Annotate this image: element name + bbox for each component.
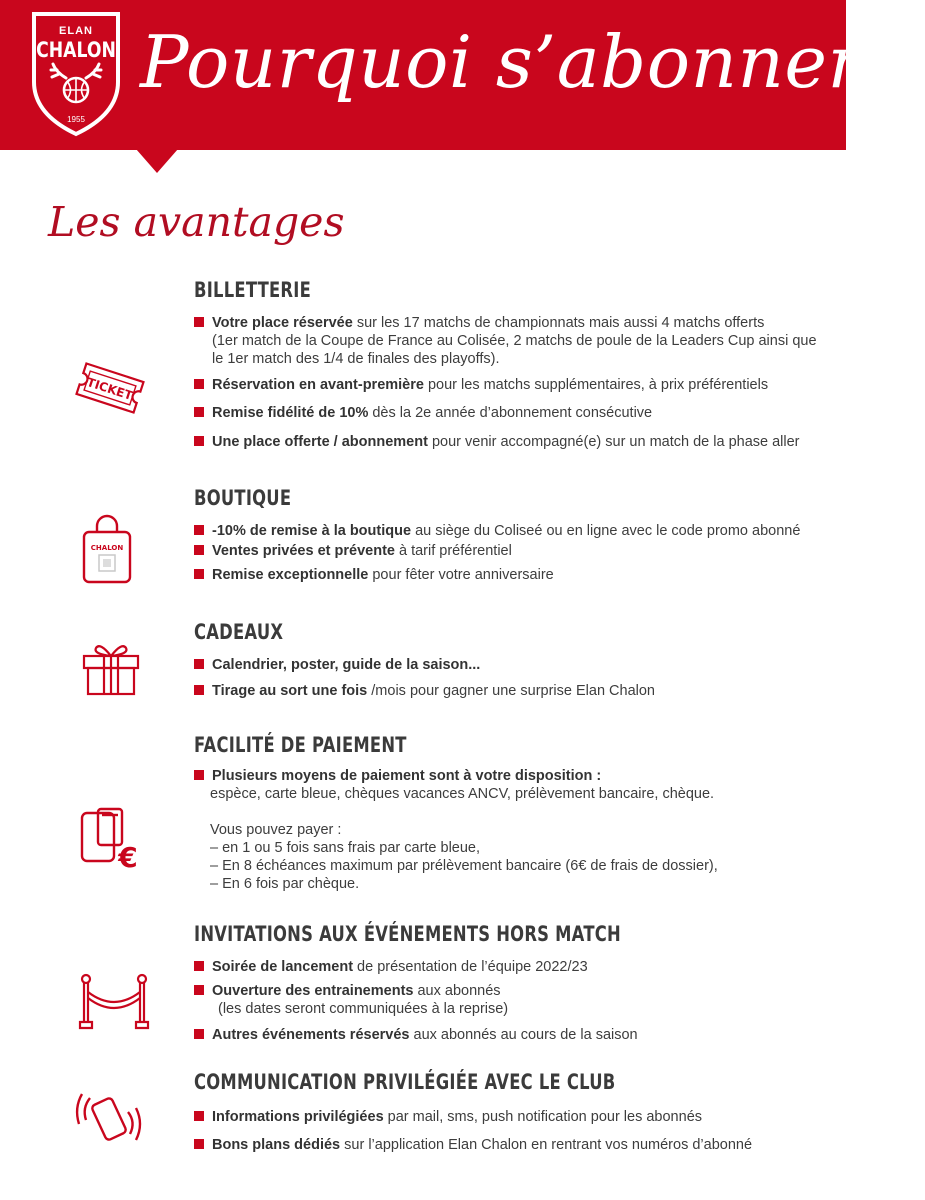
bullet-square	[194, 770, 204, 780]
svg-text:ELAN: ELAN	[59, 25, 93, 37]
section-subtitle: Les avantages	[48, 198, 345, 246]
paiement-line-1: espèce, carte bleue, chèques vacances ANCV, prélèvement bancaire, chèque.	[210, 786, 715, 802]
paiement-line-2: Vous pouvez payer :	[210, 822, 342, 838]
bullet-square	[194, 407, 204, 417]
shopping-bag-icon	[80, 514, 134, 584]
section-title-invitations: INVITATIONS AUX ÉVÉNEMENTS HORS MATCH	[194, 922, 621, 946]
elan-chalon-logo	[26, 10, 126, 138]
section-title-cadeaux: CADEAUX	[194, 620, 284, 644]
svg-text:TICKET: TICKET	[85, 375, 135, 403]
billetterie-item-2: Réservation en avant-première pour les matchs supplémentaires, à prix préférentiels	[194, 376, 768, 394]
paiement-line-5: – En 6 fois par chèque.	[210, 876, 360, 892]
rope-barrier-icon	[76, 972, 152, 1032]
billetterie-item-1-cont-1: (1er match de la Coupe de France au Colisée, 2 matchs de poule de la Leaders Cup ainsi que	[212, 333, 817, 349]
bullet-square	[194, 961, 204, 971]
section-title-billetterie: BILLETTERIE	[194, 278, 312, 302]
boutique-item-3: Remise exceptionnelle pour fêter votre anniversaire	[194, 566, 554, 584]
bullet-square	[194, 1139, 204, 1149]
billetterie-item-4: Une place offerte / abonnement pour venir accompagné(e) sur un match de la phase aller	[194, 433, 800, 451]
bullet-square	[194, 1029, 204, 1039]
paiement-line-3: – en 1 ou 5 fois sans frais par carte bleue,	[210, 840, 481, 856]
svg-text:€: €	[118, 841, 138, 874]
banner-notch	[136, 149, 178, 173]
section-title-communication: COMMUNICATION PRIVILÉGIÉE AVEC LE CLUB	[194, 1070, 616, 1094]
bullet-square	[194, 379, 204, 389]
cadeaux-item-2: Tirage au sort une fois /mois pour gagner une surprise Elan Chalon	[194, 682, 655, 700]
billetterie-item-3: Remise fidélité de 10% dès la 2e année d’abonnement consécutive	[194, 404, 652, 422]
billetterie-item-1: Votre place réservée sur les 17 matchs de championnats mais aussi 4 matchs offerts	[194, 314, 764, 332]
bullet-square	[194, 1111, 204, 1121]
cadeaux-item-1: Calendrier, poster, guide de la saison...	[194, 656, 480, 674]
billetterie-item-1-cont-2: le 1er match des 1/4 de finales des playoffs).	[212, 351, 500, 367]
bullet-square	[194, 685, 204, 695]
svg-text:1955: 1955	[67, 115, 85, 124]
bullet-square	[194, 659, 204, 669]
ringing-phone-icon	[76, 1088, 142, 1146]
bullet-square	[194, 436, 204, 446]
svg-text:CHALON: CHALON	[90, 544, 124, 552]
paiement-item-1: Plusieurs moyens de paiement sont à votre disposition :	[194, 767, 601, 785]
ticket-icon	[70, 360, 150, 416]
gift-icon	[80, 642, 142, 696]
invitations-item-3: Autres événements réservés aux abonnés au cours de la saison	[194, 1026, 638, 1044]
bullet-square	[194, 317, 204, 327]
section-title-paiement: FACILITÉ DE PAIEMENT	[194, 733, 407, 757]
boutique-item-1: -10% de remise à la boutique au siège du Coliseé ou en ligne avec le code promo abonné	[194, 522, 800, 540]
section-title-boutique: BOUTIQUE	[194, 486, 292, 510]
bullet-square	[194, 545, 204, 555]
bullet-square	[194, 525, 204, 535]
boutique-item-2: Ventes privées et prévente à tarif préférentiel	[194, 542, 512, 560]
communication-item-1: Informations privilégiées par mail, sms, push notification pour les abonnés	[194, 1108, 702, 1126]
invitations-item-2-cont: (les dates seront communiquées à la reprise)	[218, 1001, 509, 1017]
invitations-item-2: Ouverture des entrainements aux abonnés	[194, 982, 501, 1000]
page-title: Pourquoi s’abonner ?	[140, 20, 925, 104]
bullet-square	[194, 985, 204, 995]
svg-text:CHALON: CHALON	[36, 37, 116, 63]
payment-phone-card-euro-icon	[78, 807, 144, 874]
paiement-line-4: – En 8 échéances maximum par prélèvement bancaire (6€ de frais de dossier),	[210, 858, 718, 874]
bullet-square	[194, 569, 204, 579]
communication-item-2: Bons plans dédiés sur l’application Elan Chalon en rentrant vos numéros d’abonné	[194, 1136, 752, 1154]
invitations-item-1: Soirée de lancement de présentation de l’équipe 2022/23	[194, 958, 588, 976]
